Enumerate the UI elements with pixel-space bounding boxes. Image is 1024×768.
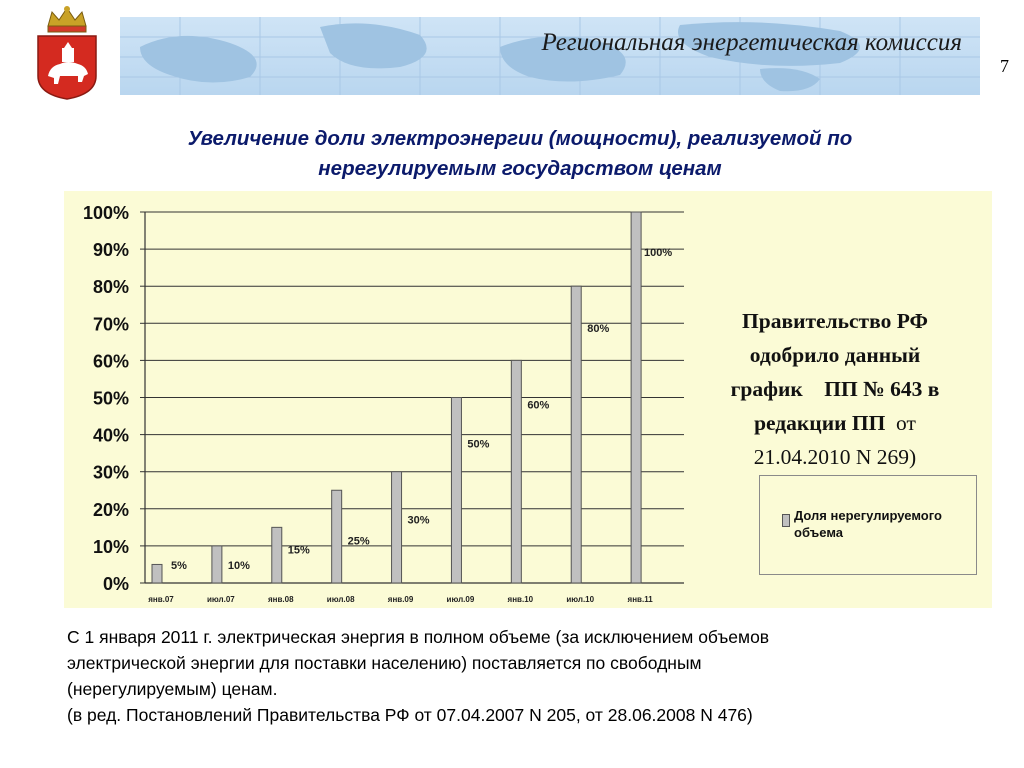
bar xyxy=(631,212,641,583)
y-tick-label: 100% xyxy=(82,203,129,223)
footer-line: С 1 января 2011 г. электрическая энергия в полном объеме (за исключением объемов xyxy=(67,627,770,647)
x-tick-label: июл.09 xyxy=(446,595,475,604)
footer-line: (в ред. Постановлений Правительства РФ от 07.04.2007 N 205, от 28.06.2008 N 476) xyxy=(67,705,753,725)
data-label: 10% xyxy=(227,560,250,572)
y-tick-label: 40% xyxy=(92,425,129,446)
note-line: одобрило данный xyxy=(749,343,921,367)
bar xyxy=(451,398,461,584)
slide-title xyxy=(60,124,980,184)
slide-title-line: Увеличение доли электроэнергии (мощности), реализуемой по xyxy=(187,127,853,150)
x-tick-label: июл.08 xyxy=(326,595,355,604)
y-tick-label: 60% xyxy=(92,351,129,372)
chart-legend xyxy=(759,475,977,575)
data-label: 25% xyxy=(347,535,370,548)
slide-title-line: нерегулируемым государством ценам xyxy=(318,157,722,180)
note-line: Правительство РФ xyxy=(742,309,928,333)
header-banner xyxy=(120,17,980,95)
y-tick-label: 20% xyxy=(92,499,129,520)
legend-swatch xyxy=(782,514,790,527)
commission-title: Региональная энергетическая комиссия xyxy=(541,29,962,56)
y-tick-label: 10% xyxy=(92,536,129,557)
bar xyxy=(152,564,162,583)
note-line: график xyxy=(730,377,803,401)
government-note xyxy=(690,304,980,474)
bar xyxy=(392,472,402,583)
note-line: от xyxy=(896,411,916,435)
data-label: 100% xyxy=(644,247,673,259)
data-label: 50% xyxy=(467,438,490,451)
data-label: 30% xyxy=(407,514,430,527)
x-tick-label: июл.10 xyxy=(566,595,595,604)
footer-line: (нерегулируемым) ценам. xyxy=(67,679,278,699)
note-line: редакции ПП xyxy=(754,411,886,435)
data-label: 80% xyxy=(587,323,610,336)
y-tick-label: 0% xyxy=(102,574,129,594)
data-label: 60% xyxy=(527,399,550,412)
y-tick-label: 80% xyxy=(92,277,129,298)
y-tick-label: 90% xyxy=(92,240,129,261)
note-line: ПП № 643 в xyxy=(824,377,940,401)
x-tick-label: янв.07 xyxy=(148,595,174,604)
y-tick-label: 50% xyxy=(92,388,129,409)
y-tick-label: 30% xyxy=(92,462,129,483)
note-line: 21.04.2010 N 269) xyxy=(753,445,917,469)
coat-of-arms-icon xyxy=(34,4,100,100)
bar xyxy=(571,286,581,583)
bar xyxy=(272,527,282,583)
page-number: 7 xyxy=(1000,56,1009,76)
bar xyxy=(332,490,342,583)
footer-line: электрической энергии для поставки населению) поставляется по свободным xyxy=(67,653,702,673)
x-tick-label: янв.11 xyxy=(627,595,653,604)
x-tick-label: июл.07 xyxy=(207,595,235,604)
bar xyxy=(212,546,222,583)
data-label: 5% xyxy=(171,560,187,572)
x-tick-label: янв.10 xyxy=(507,595,534,604)
bar xyxy=(511,360,521,583)
footer-text xyxy=(67,624,1007,728)
legend-label: Доля нерегулируемого объема xyxy=(794,508,942,540)
y-tick-label: 70% xyxy=(92,314,129,335)
x-tick-label: янв.08 xyxy=(268,595,294,604)
x-tick-label: янв.09 xyxy=(387,595,414,604)
data-label: 15% xyxy=(287,544,310,557)
